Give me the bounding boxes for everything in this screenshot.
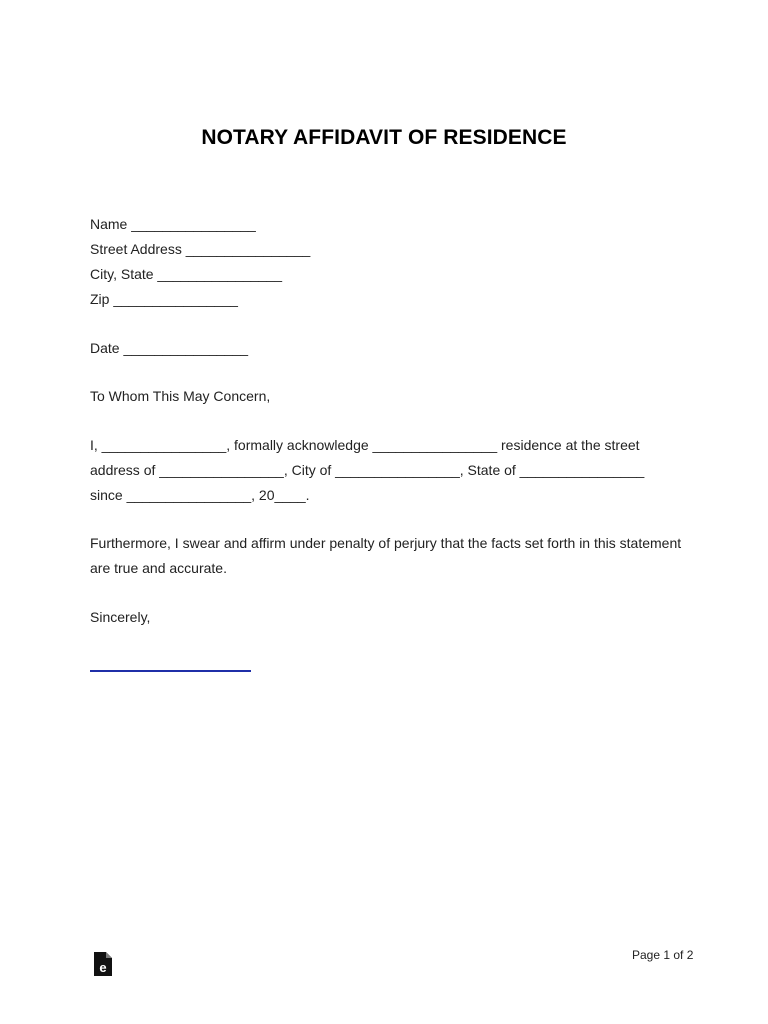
svg-text:e: e — [99, 960, 107, 975]
body-line-1: I, ________________, formally acknowledge ________________ residence at the street — [90, 437, 640, 453]
eforms-logo-icon — [93, 951, 113, 977]
signature-line — [90, 670, 251, 672]
document-title: NOTARY AFFIDAVIT OF RESIDENCE — [201, 126, 567, 149]
closing: Sincerely, — [90, 609, 151, 625]
street-address-field: Street Address ________________ — [90, 241, 311, 257]
name-field: Name ________________ — [90, 216, 256, 232]
affirmation-line-1: Furthermore, I swear and affirm under penalty of perjury that the facts set forth in this statement — [90, 535, 682, 551]
salutation: To Whom This May Concern, — [90, 388, 271, 404]
body-line-2: address of ________________, City of ________________, State of ________________ — [90, 462, 645, 478]
affirmation-line-2: are true and accurate. — [90, 560, 227, 576]
zip-field: Zip ________________ — [90, 291, 238, 307]
page-number: Page 1 of 2 — [632, 948, 694, 962]
date-field: Date ________________ — [90, 340, 249, 356]
city-state-field: City, State ________________ — [90, 266, 283, 282]
body-line-3: since ________________, 20____. — [90, 487, 310, 503]
